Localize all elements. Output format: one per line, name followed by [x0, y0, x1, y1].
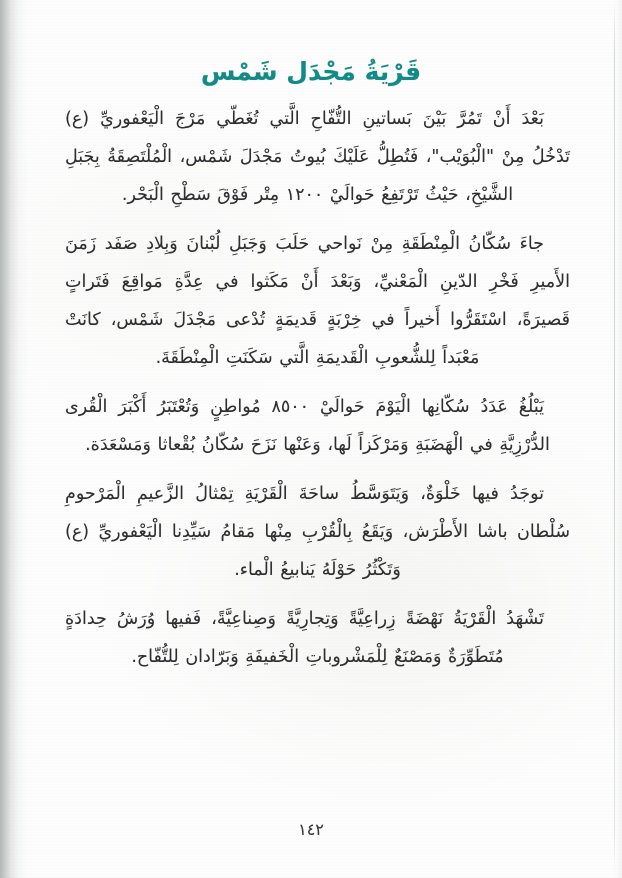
page-edge-line: [614, 0, 615, 878]
book-gutter-core-shadow: [0, 0, 9, 878]
page-number: ١٤٢: [298, 820, 324, 839]
paragraph-2: جاءَ سُكّانُ الْمِنْطَقَةِ مِنْ نَواحي حَلَبَ وَجَبَلِ لُبْنانَ وَبِلادِ صَفَد زَمَنَ الأَميرِ فَخْرِ الدّينِ الْمَعْنيِّ، وَبَعْدَ أَنْ مَكَثوا في عِدَّةِ مَواقِعَ فَتَراتٍ قَصيرَةً، اسْتَقَرُّوا أَخيراً في خِرْبَةٍ قَديمَةٍ تُدْعى مَجْدَلَ شَمْس، كانَتْ مَعْبَداً لِلشُّعوبِ الْقَديمَةِ الَّتي سَكَنَتِ الْمِنْطَقَةَ.: [65, 234, 570, 368]
page-edge-softening: [615, 0, 622, 878]
paragraph-3: يَبْلُغُ عَدَدُ سُكّانِها الْيَوْمَ حَوالَيْ ٨٥٠٠ مُواطِنٍ وَتُعْتَبَرُ أَكْبَرَ الْقُرى الدُّرْزِيَّةِ في الْهَضَبَةِ وَمَرْكَزاً لَها، وَعَنْها نَزَحَ سُكّانُ بُقْعاثا وَمَسْعَدَة.: [65, 397, 550, 455]
paragraph-5: تَشْهَدُ الْقَرْيَةُ نَهْضَةً زِراعِيَّةً وَتِجارِيَّةً وَصِناعِيَّةً، فَفيها وُرَشُ حِدادَةٍ مُتَطَوِّرَةٌ وَمَصْنَعٌ لِلْمَشْروباتِ الْخَفيفَةِ وَبَرّادان لِلتُّفّاح.: [65, 609, 544, 667]
page-title: قَرْيَةُ مَجْدَل شَمْس: [200, 56, 422, 86]
paragraph-4: توجَدُ فيها خَلْوَةٌ، وَيَتَوَسَّطُ ساحَةَ الْقَرْيَةِ تِمْثالُ الزَّعيمِ الْمَرْحومِ سُلْطان باشا الأَطْرَش، وَيَقَعُ بِالْقُرْبِ مِنْها مَقامُ سَيِّدِنا الْيَعْفوريِّ (ع) وَتَكْثُرُ حَوْلَهُ يَنابيعُ الْماء.: [65, 484, 570, 580]
body-text-block: [65, 100, 570, 676]
paragraph-1: بَعْدَ أَنْ تَمُرَّ بَيْنَ بَساتينِ التُّفّاحِ الَّتي تُغَطّي مَرْجَ الْيَعْفوريِّ (ع) تَدْخُلُ مِنْ "الْبُوَيْب"، فَتُطِلُّ عَلَيْكَ بُيوتُ مَجْدَلَ شَمْس، الْمُلْتَصِقَةُ بِجَبَلِ الشَّيْخِ، حَيْثُ تَرْتَفِعُ حَوالَيْ ١٢٠٠ مِتْر فَوْقَ سَطْحِ الْبَحْر.: [65, 109, 570, 205]
book-gutter-shadow: [0, 0, 40, 878]
